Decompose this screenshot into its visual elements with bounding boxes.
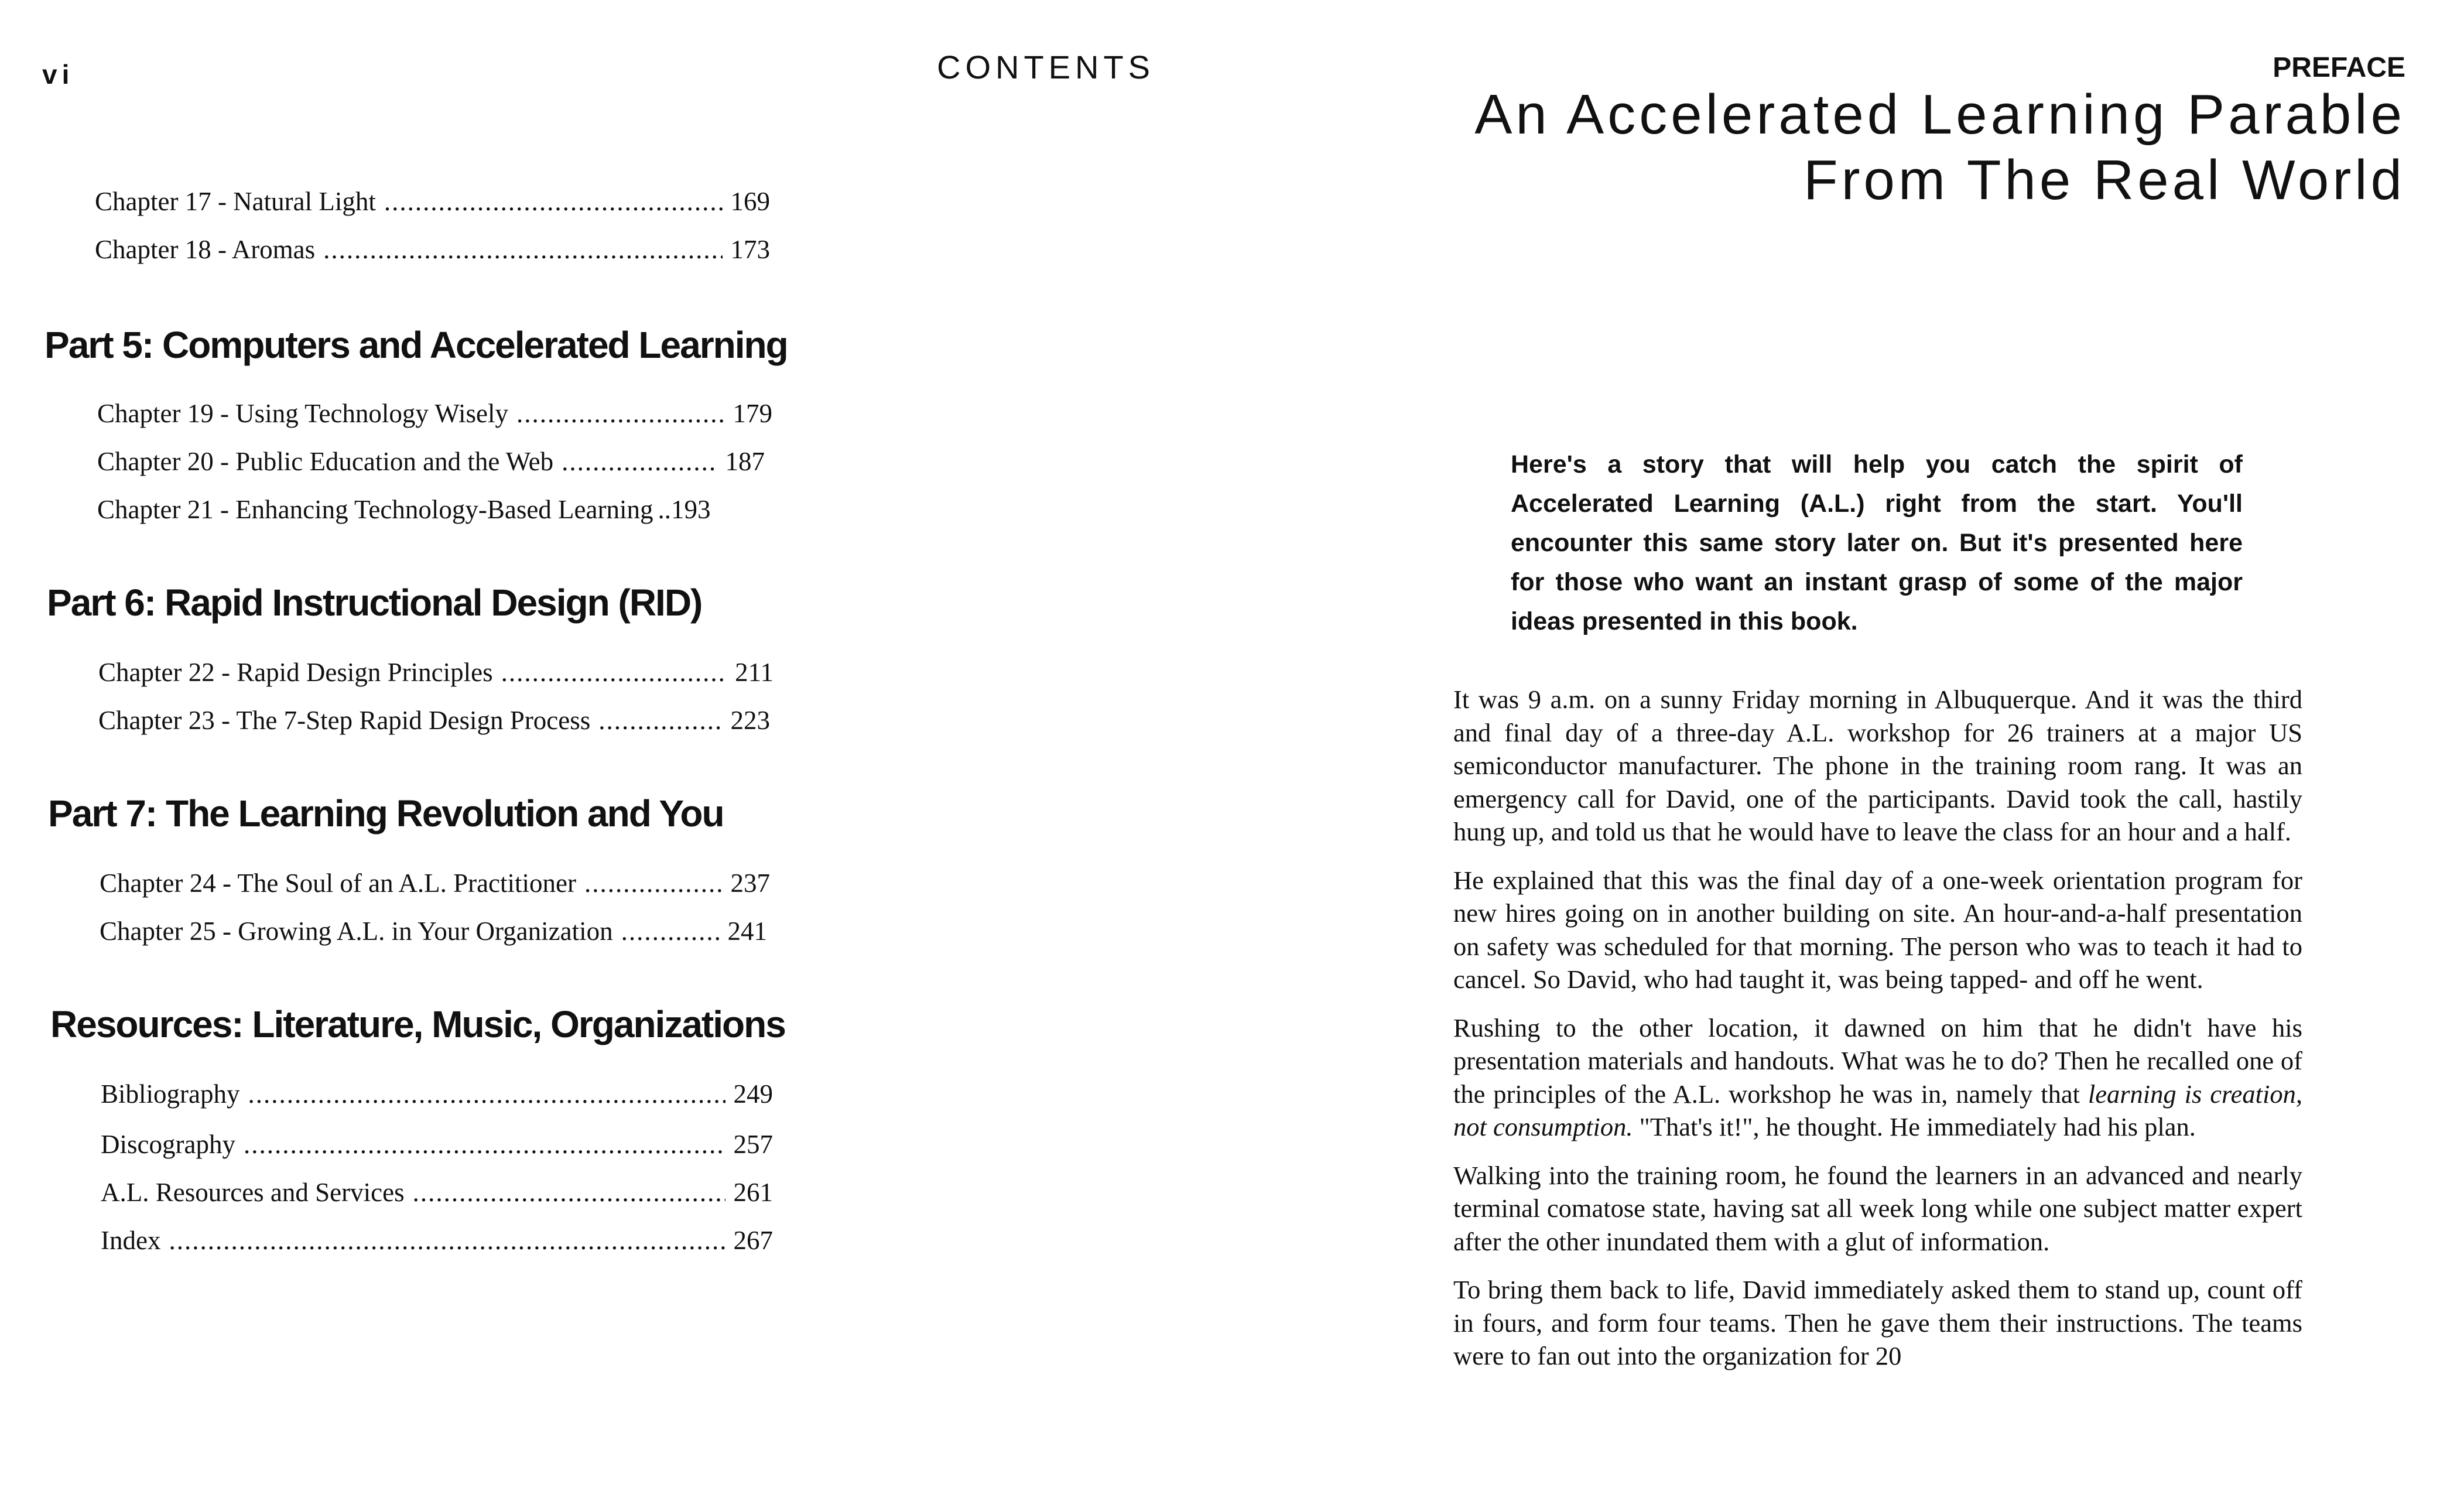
toc-entry[interactable] bbox=[97, 398, 772, 429]
toc-entry-label: Chapter 23 - The 7-Step Rapid Design Process bbox=[98, 706, 591, 735]
toc-entry[interactable] bbox=[101, 1177, 773, 1208]
toc-entry-label: Chapter 21 - Enhancing Technology-Based Learning bbox=[97, 495, 653, 524]
paragraph bbox=[1453, 1011, 2302, 1144]
leader-dots bbox=[244, 1129, 725, 1160]
part-heading: Resources: Literature, Music, Organizations bbox=[50, 1003, 785, 1045]
page-title bbox=[1474, 82, 2405, 213]
toc-entry[interactable] bbox=[100, 868, 770, 898]
toc-entry[interactable] bbox=[97, 446, 765, 477]
toc-entry[interactable] bbox=[101, 1079, 773, 1109]
toc-entry-page: 241 bbox=[727, 917, 767, 946]
toc-entry-label: Discography bbox=[101, 1130, 235, 1159]
toc-entry-page: 223 bbox=[730, 706, 770, 735]
leader-dots bbox=[621, 916, 720, 946]
toc-entry-page: 237 bbox=[730, 869, 770, 898]
leader-dots bbox=[516, 398, 724, 429]
toc-entry[interactable] bbox=[101, 1225, 773, 1256]
paragraph: It was 9 a.m. on a sunny Friday morning in Albuquerque. And it was the third and final day of a three-day A.L. workshop for 26 trainers at a major US semiconductor manufacturer. The phone in the training room rang. It was an emergency call for David, one of the participants. David took the call, hastily hung up, and told us that he would have to leave the class for an hour and a half. bbox=[1453, 685, 2302, 846]
toc-entry-page: 173 bbox=[730, 235, 770, 264]
toc-entry[interactable] bbox=[98, 657, 774, 688]
toc-entry-label: A.L. Resources and Services bbox=[101, 1178, 405, 1207]
toc-entry-label: Index bbox=[101, 1226, 161, 1255]
toc-entry-page: 249 bbox=[733, 1079, 773, 1109]
section-label: PREFACE bbox=[2273, 52, 2405, 83]
toc-entry[interactable] bbox=[95, 234, 770, 265]
part-heading: Part 7: The Learning Revolution and You bbox=[48, 792, 724, 835]
paragraph: Walking into the training room, he found the learners in an advanced and nearly terminal comatose state, having sat all week long while one subject matter expert after the other inundated them with a glut of information. bbox=[1453, 1160, 2302, 1256]
toc-entry-label: Chapter 25 - Growing A.L. in Your Organization bbox=[100, 917, 613, 946]
paragraph: He explained that this was the final day of a one-week orientation program for new hires going on in another building on site. An hour-and-a-half presentation on safety was scheduled for that morning. The person who was to teach it had to cancel. So David, who had taught it, was being tapped- and off he went. bbox=[1453, 865, 2302, 994]
part-heading: Part 6: Rapid Instructional Design (RID) bbox=[47, 582, 702, 624]
body-text bbox=[1453, 683, 2302, 1388]
toc-entry-label: Chapter 19 - Using Technology Wisely bbox=[97, 399, 509, 428]
toc-entry-label: Chapter 22 - Rapid Design Principles bbox=[98, 658, 493, 687]
toc-entry[interactable] bbox=[95, 186, 770, 217]
leader-dots bbox=[169, 1225, 725, 1256]
leader-dots bbox=[323, 234, 722, 265]
contents-page bbox=[0, 0, 1171, 1501]
leader-dots bbox=[413, 1177, 725, 1208]
toc-entry-page: 267 bbox=[733, 1226, 773, 1255]
paragraph: To bring them back to life, David immediately asked them to stand up, count off in fours, and form four teams. Then he gave them their instructions. The teams were to fan out into the organization for 20 bbox=[1453, 1275, 2302, 1370]
toc-entry[interactable] bbox=[97, 494, 776, 525]
toc-entry-label: Bibliography bbox=[101, 1079, 240, 1109]
text-run: "That's it!", he thought. He immediately had his plan. bbox=[1633, 1112, 2196, 1141]
leader-dots bbox=[501, 657, 727, 688]
toc-entry-page: 257 bbox=[733, 1130, 773, 1159]
leader-dots bbox=[248, 1079, 725, 1109]
toc-entry-label: Chapter 20 - Public Education and the Web bbox=[97, 447, 554, 476]
title-line-2: From The Real World bbox=[1803, 149, 2405, 211]
toc-entry[interactable] bbox=[101, 1129, 773, 1160]
leader-dots bbox=[384, 186, 723, 217]
leader-dots bbox=[562, 446, 717, 477]
toc-entry[interactable] bbox=[100, 916, 767, 946]
part-heading: Part 5: Computers and Accelerated Learning bbox=[45, 324, 788, 366]
toc-entry-label: Chapter 18 - Aromas bbox=[95, 235, 316, 264]
text-run: Rushing to the other location, it dawned on him that he didn't have his presentation materials and handouts. What was he to do? Then he recalled one of the principles of the A.L. workshop he was in, namely that bbox=[1453, 1013, 2302, 1109]
toc-entry-page: 169 bbox=[730, 187, 770, 216]
intro-paragraph: Here's a story that will help you catch the spirit of Accelerated Learning (A.L.) right from the start. You'll encounter this same story later on. But it's presented here for those who want an instant grasp of some of the major ideas presented in this book. bbox=[1511, 450, 2243, 635]
toc-entry-page: ..193 bbox=[658, 495, 711, 524]
running-head: CONTENTS bbox=[937, 49, 1155, 86]
toc-entry-page: 179 bbox=[733, 399, 772, 428]
leader-dots bbox=[598, 705, 722, 736]
page-number: vi bbox=[42, 59, 74, 90]
toc-entry-label: Chapter 17 - Natural Light bbox=[95, 187, 376, 216]
toc-entry-page: 187 bbox=[725, 447, 765, 476]
toc-entry[interactable] bbox=[98, 705, 770, 736]
toc-entry-page: 211 bbox=[735, 658, 774, 687]
italic-text: learning is creation, not consumption. bbox=[1453, 1079, 2302, 1141]
toc-entry-label: Chapter 24 - The Soul of an A.L. Practitioner bbox=[100, 869, 576, 898]
leader-dots bbox=[584, 868, 723, 898]
toc-entry-page: 261 bbox=[733, 1178, 773, 1207]
title-line-1: An Accelerated Learning Parable bbox=[1474, 83, 2405, 146]
